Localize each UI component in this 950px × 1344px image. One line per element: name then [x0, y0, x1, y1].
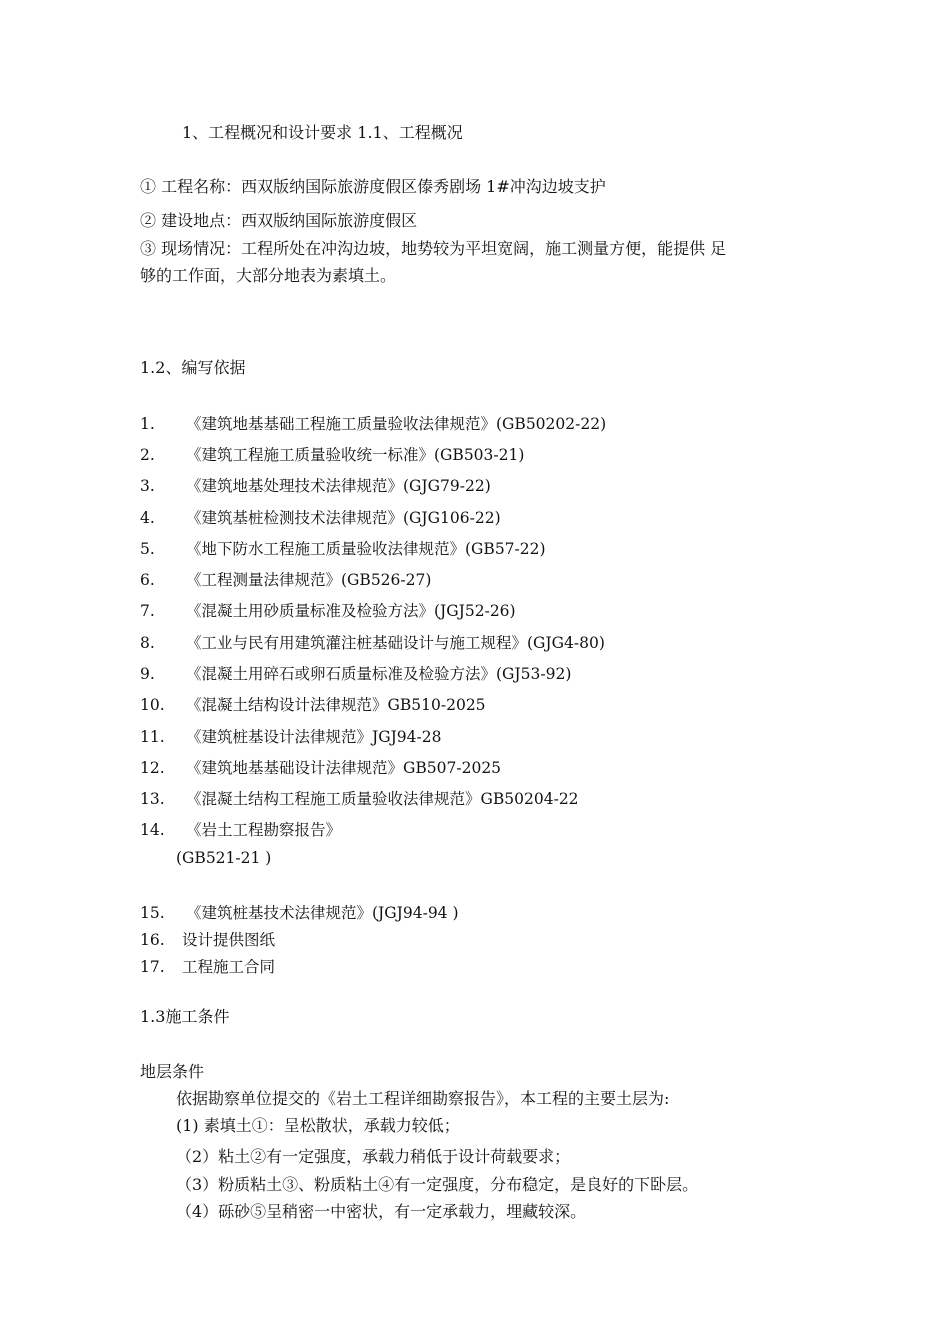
- list-item-text: 《混凝土用砂质量标准及检验方法》(JGJ52-26): [186, 602, 516, 620]
- list-item-number: 16.: [140, 931, 165, 949]
- strata-title: 地层条件: [140, 1062, 205, 1081]
- project-location: ② 建设地点：西双版纳国际旅游度假区: [140, 211, 418, 230]
- list-item-number: 3.: [140, 477, 155, 495]
- list-item-text: 《混凝土用碎石或卵石质量标准及检验方法》(GJ53-92): [186, 665, 572, 683]
- list-item-text: 《混凝土结构工程施工质量验收法律规范》GB50204-22: [186, 790, 579, 808]
- list-item-number: 11.: [140, 728, 165, 746]
- list-item-number: 6.: [140, 571, 155, 589]
- list-item-number: 9.: [140, 665, 155, 683]
- list-item: [140, 601, 516, 621]
- section-heading-3: 1.3施工条件: [140, 1007, 230, 1026]
- list-item-text: 《建筑基桩检测技术法律规范》(GJG106-22): [186, 509, 501, 527]
- site-conditions-line2: 够的工作面，大部分地表为素填土。: [140, 266, 397, 285]
- list-item: [140, 445, 524, 465]
- list-item-text: 《建筑桩基技术法律规范》(JGJ94-94 ): [186, 904, 459, 922]
- section-heading-2: 1.2、编写依据: [140, 358, 246, 377]
- list-item-number: 2.: [140, 446, 155, 464]
- list-item-text: 设计提供图纸: [182, 931, 276, 949]
- strata-layer-1: (1) 素填土①：呈松散状，承载力较低；: [176, 1116, 460, 1135]
- list-item: [140, 758, 501, 778]
- list-item-text: 《建筑桩基设计法律规范》JGJ94-28: [186, 728, 442, 746]
- strata-layer-4: （4）砾砂⑤呈稍密一中密状，有一定承载力，埋藏较深。: [176, 1202, 587, 1221]
- list-item: [140, 476, 491, 496]
- list-item: [140, 930, 275, 950]
- list-item-number: 13.: [140, 790, 165, 808]
- list-item-number: 8.: [140, 634, 155, 652]
- list-item-number: 15.: [140, 904, 165, 922]
- list-item-number: 7.: [140, 602, 155, 620]
- list-item-number: 17.: [140, 958, 165, 976]
- list-item-text: 工程施工合同: [182, 958, 276, 976]
- list-item-text: 《建筑工程施工质量验收统一标准》(GB503-21): [186, 446, 525, 464]
- list-item-number: 14.: [140, 821, 165, 839]
- list-item: [140, 957, 275, 977]
- list-item-text: 《建筑地基处理技术法律规范》(GJG79-22): [186, 477, 491, 495]
- list-item-text: 《工程测量法律规范》(GB526-27): [186, 571, 432, 589]
- list-item-number: 10.: [140, 696, 165, 714]
- list-item: [140, 508, 501, 528]
- section-heading-1: 1、工程概况和设计要求 1.1、工程概况: [182, 123, 463, 142]
- list-item: [140, 789, 579, 809]
- list-item-text: 《岩土工程勘察报告》: [186, 821, 342, 839]
- list-item-text: 《地下防水工程施工质量验收法律规范》(GB57-22): [186, 540, 546, 558]
- list-item-text: 《混凝土结构设计法律规范》GB510-2025: [186, 696, 486, 714]
- list-item-text: 《建筑地基基础工程施工质量验收法律规范》(GB50202-22): [186, 415, 607, 433]
- list-item-number: 12.: [140, 759, 165, 777]
- list-item-text: 《工业与民有用建筑灌注桩基础设计与施工规程》(GJG4-80): [186, 634, 605, 652]
- list-item: [140, 695, 486, 715]
- list-item: [140, 539, 546, 559]
- site-conditions-line1: ③ 现场情况：工程所处在冲沟边坡，地势较为平坦宽阔，施工测量方便，能提供 足: [140, 239, 727, 258]
- project-name: ① 工程名称：西双版纳国际旅游度假区傣秀剧场 1#冲沟边坡支护: [140, 177, 606, 196]
- list-item: [140, 664, 571, 684]
- strata-intro: 依据勘察单位提交的《岩土工程详细勘察报告》，本工程的主要土层为:: [176, 1089, 670, 1108]
- strata-layer-3: （3）粉质粘土③、粉质粘土④有一定强度，分布稳定，是良好的下卧层。: [176, 1175, 699, 1194]
- list-item-number: 5.: [140, 540, 155, 558]
- list-item: [140, 820, 341, 840]
- list-item: [140, 570, 431, 590]
- list-item-number: 4.: [140, 509, 155, 527]
- list-item: [140, 727, 442, 747]
- list-item-text: 《建筑地基基础设计法律规范》GB507-2025: [186, 759, 502, 777]
- list-item: [140, 633, 605, 653]
- list-item-continuation: (GB521-21 ): [176, 849, 272, 867]
- list-item: [140, 903, 459, 923]
- strata-layer-2: （2）粘土②有一定强度，承载力稍低于设计荷载要求；: [176, 1147, 571, 1166]
- list-item-number: 1.: [140, 415, 155, 433]
- list-item: [140, 414, 606, 434]
